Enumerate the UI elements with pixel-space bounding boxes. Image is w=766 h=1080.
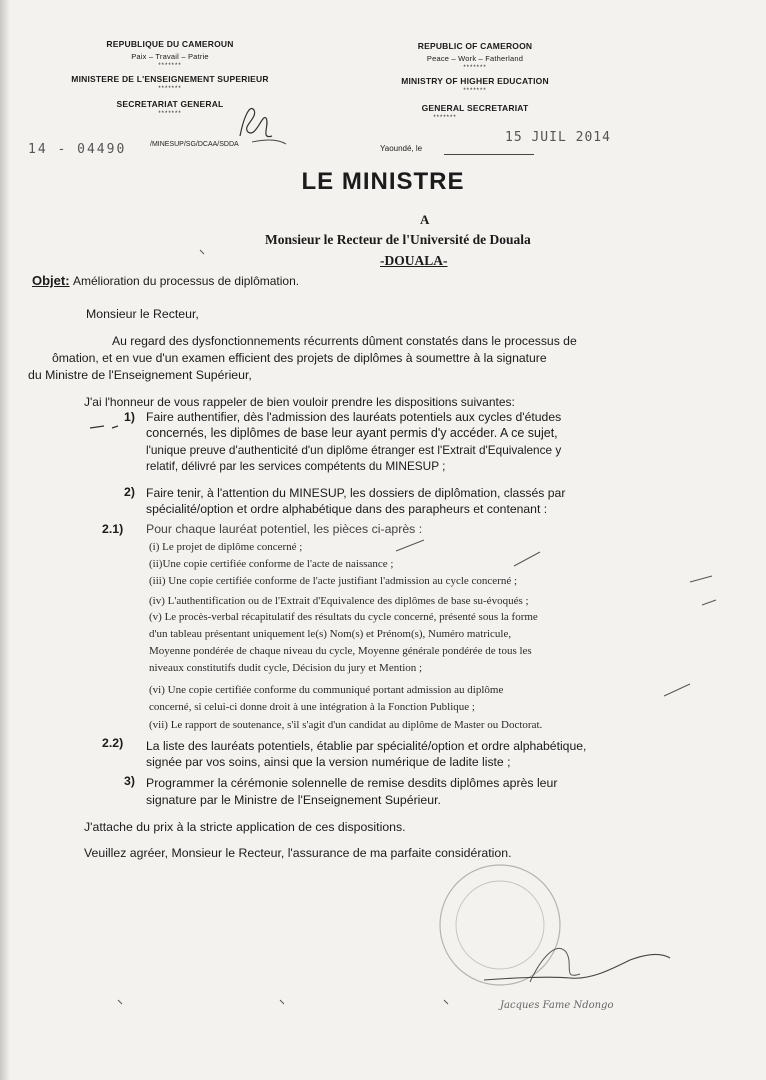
header-left-ministry: MINISTERE DE L'ENSEIGNEMENT SUPERIEUR	[71, 74, 269, 84]
reference-code: /MINESUP/SG/DCAA/SDDA	[150, 141, 239, 148]
piece-text: concerné, si celui-ci donne droit à une intégration à la Fonction Publique ;	[149, 701, 475, 713]
piece-number: (iii)	[149, 575, 166, 587]
piece-number: (v)	[149, 611, 162, 623]
item-1-line: Faire authentifier, dès l'admission des lauréats potentiels aux cycles d'études	[146, 410, 562, 424]
reminder-text: J'ai l'honneur de vous rappeler de bien vouloir prendre les dispositions suivantes:	[84, 395, 515, 409]
item-number: 2.2)	[102, 736, 124, 750]
header-right-secretariat: GENERAL SECRETARIAT	[421, 103, 529, 113]
piece-text: Le rapport de soutenance, s'il s'agit d'un candidat au diplôme de Master ou Doctorat.	[170, 719, 543, 731]
piece-number: (iv)	[149, 595, 165, 607]
piece-text: L'authentification ou de l'Extrait d'Equivalence des diplômes de base su-évoqués ;	[167, 595, 529, 607]
header-left-stars: *******	[158, 63, 182, 69]
date-stamp: 15 JUIL 2014	[505, 130, 611, 145]
header-right-country: REPUBLIC OF CAMEROON	[417, 41, 533, 51]
item-22-line: signée par vos soins, ainsi que la version numérique de ladite liste ;	[146, 755, 511, 769]
closing-line: Veuillez agréer, Monsieur le Recteur, l'assurance de ma parfaite considération.	[84, 846, 512, 860]
item-1-line: l'unique preuve d'authenticité d'un diplôme étranger est l'Extrait d'Equivalence y	[146, 443, 562, 457]
intro-line: du Ministre de l'Enseignement Supérieur,	[28, 368, 252, 382]
piece-text: Moyenne pondérée de chaque niveau du cycle, Moyenne générale pondérée de tous les	[149, 645, 532, 657]
intro-line: ômation, et en vue d'un examen efficient des projets de diplômes à soumettre à la signature	[52, 351, 547, 365]
item-number: 3)	[124, 774, 135, 788]
piece-text: Une copie certifiée conforme du communiqué portant admission au diplôme	[167, 684, 504, 696]
piece-number: (vi)	[149, 684, 165, 696]
item-2-line: spécialité/option et ordre alphabétique dans des parapheurs et contenant :	[146, 502, 548, 516]
piece-text: d'un tableau présentant uniquement le(s) Nom(s) et Prénom(s), Numéro matricule,	[149, 628, 512, 640]
signature-scribble	[470, 930, 690, 1010]
header-left-motto: Paix – Travail – Patrie	[131, 52, 209, 61]
piece-text: niveaux constitutifs dudit cycle, Décision du jury et Mention ;	[149, 662, 423, 674]
item-3-line: signature par le Ministre de l'Enseignement Supérieur.	[146, 793, 441, 807]
header-left-country: REPUBLIQUE DU CAMEROUN	[106, 39, 234, 49]
header-right-stars: *******	[463, 65, 487, 71]
closing-line: J'attache du prix à la stricte application de ces dispositions.	[84, 820, 406, 834]
subject-label: Objet:	[32, 273, 70, 288]
header-left-secretariat: SECRETARIAT GENERAL	[116, 99, 224, 109]
piece-text: Une copie certifiée conforme de l'acte de naissance ;	[162, 558, 394, 570]
recipient-city: -DOUALA-	[380, 253, 448, 268]
piece-text: Le procès-verbal récapitulatif des résultats du cycle concerné, présenté sous la forme	[164, 611, 538, 623]
header-right-motto: Peace – Work – Fatherland	[426, 54, 524, 63]
piece-number: (vii)	[149, 719, 168, 731]
page-title: LE MINISTRE	[301, 168, 465, 195]
item-1-line: relatif, délivré par les services compétents du MINESUP ;	[146, 459, 446, 473]
piece-number: (i)	[149, 541, 160, 553]
item-22-line: La liste des lauréats potentiels, établie par spécialité/option et ordre alphabétique,	[146, 739, 587, 753]
header-left-stars: *******	[158, 111, 182, 117]
item-number: 2.1)	[102, 522, 124, 536]
subject-text: Amélioration du processus de diplômation.	[72, 274, 300, 288]
reference-number: 14 - 04490	[28, 142, 127, 157]
piece-text: Le projet de diplôme concerné ;	[162, 541, 303, 553]
intro-line: Au regard des dysfonctionnements récurrents dûment constatés dans le processus de	[112, 334, 577, 348]
header-right-stars: *******	[463, 88, 487, 94]
piece-number: (ii)	[149, 558, 163, 570]
place-label: Yaoundé, le	[380, 144, 423, 153]
header-right-stars: *******	[433, 115, 457, 121]
piece-text: Une copie certifiée conforme de l'acte justifiant l'admission au cycle concerné ;	[168, 575, 518, 587]
to-label: A	[420, 212, 430, 227]
item-number: 2)	[124, 485, 135, 499]
item-3-line: Programmer la cérémonie solennelle de remise desdits diplômes après leur	[146, 776, 558, 790]
item-number: 1)	[124, 410, 135, 424]
signature-name: Jacques Fame Ndongo	[500, 1000, 614, 1011]
item-2-line: Faire tenir, à l'attention du MINESUP, les dossiers de diplômation, classés par	[146, 486, 566, 500]
salutation: Monsieur le Recteur,	[86, 307, 199, 321]
item-1-line: concernés, les diplômes de base leur ayant permis d'y accéder. A ce sujet,	[146, 426, 558, 440]
header-left-stars: *******	[158, 86, 182, 92]
item-21-lead: Pour chaque lauréat potentiel, les pièces ci-après :	[146, 522, 423, 536]
recipient: Monsieur le Recteur de l'Université de Douala	[265, 232, 531, 247]
header-right-ministry: MINISTRY OF HIGHER EDUCATION	[401, 76, 549, 86]
